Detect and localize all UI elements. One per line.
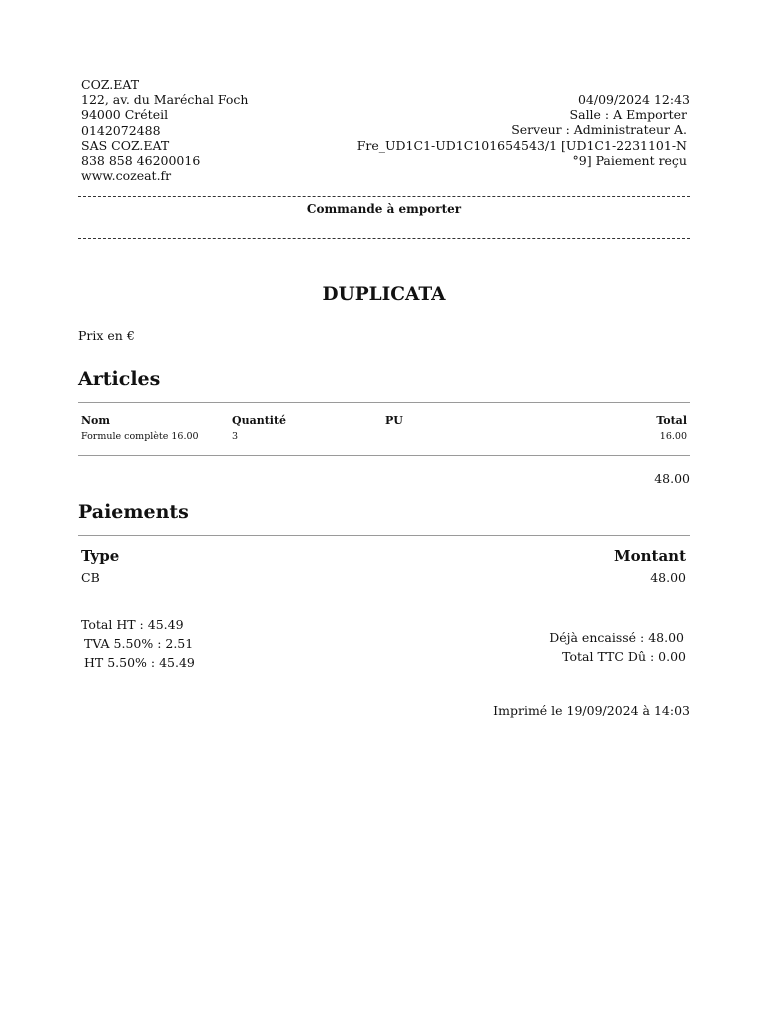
document-label: DUPLICATA (322, 284, 446, 305)
ticket-server: Serveur : Administrateur A. (511, 122, 687, 138)
ticket-status: °9] Paiement reçu (572, 152, 687, 168)
already-paid: Déjà encaissé : 48.00 (549, 630, 684, 645)
merchant-info (81, 77, 248, 183)
price-currency-note: Prix en € (78, 328, 135, 343)
col-header-amount: Montant (614, 547, 686, 565)
payment-amount: 48.00 (650, 570, 686, 585)
merchant-name: COZ.EAT (81, 77, 140, 92)
merchant-website: www.cozeat.fr (81, 168, 172, 184)
merchant-siret: 838 858 46200016 (81, 153, 201, 169)
merchant-address: 122, av. du Maréchal Foch (81, 92, 249, 108)
dashed-divider-top (78, 196, 690, 197)
articles-title: Articles (78, 368, 161, 390)
ticket-room: Salle : A Emporter (569, 107, 687, 123)
merchant-phone: 0142072488 (81, 122, 161, 138)
total-ht: Total HT : 45.49 (81, 617, 184, 632)
payment-type: CB (81, 570, 100, 585)
merchant-city: 94000 Créteil (81, 107, 169, 123)
ticket-datetime: 04/09/2024 12:43 (577, 92, 690, 107)
articles-grand-total: 48.00 (654, 471, 690, 486)
total-due: Total TTC Dû : 0.00 (562, 649, 686, 664)
dashed-divider-bottom (78, 238, 690, 239)
tva-line: TVA 5.50% : 2.51 (84, 636, 194, 651)
merchant-company: SAS COZ.EAT (81, 137, 170, 153)
col-header-total: Total (656, 414, 687, 427)
payments-divider (78, 535, 690, 536)
col-header-quantity: Quantité (232, 414, 287, 427)
ht-line: HT 5.50% : 45.49 (84, 655, 195, 670)
article-name: Formule complète 16.00 (81, 431, 199, 442)
col-header-type: Type (81, 547, 120, 565)
ticket-reference: Fre_UD1C1-UD1C101654543/1 [UD1C1-2231101-N (356, 137, 687, 153)
col-header-unit-price: PU (385, 414, 403, 427)
articles-divider-top (78, 402, 690, 403)
order-type: Commande à emporter (306, 202, 462, 216)
ticket-info (357, 92, 690, 168)
col-header-name: Nom (81, 414, 111, 427)
article-total: 16.00 (659, 431, 687, 442)
articles-divider-bottom (78, 455, 690, 456)
payments-title: Paiements (78, 501, 189, 523)
printed-at: Imprimé le 19/09/2024 à 14:03 (493, 703, 690, 718)
article-quantity: 3 (232, 431, 239, 442)
